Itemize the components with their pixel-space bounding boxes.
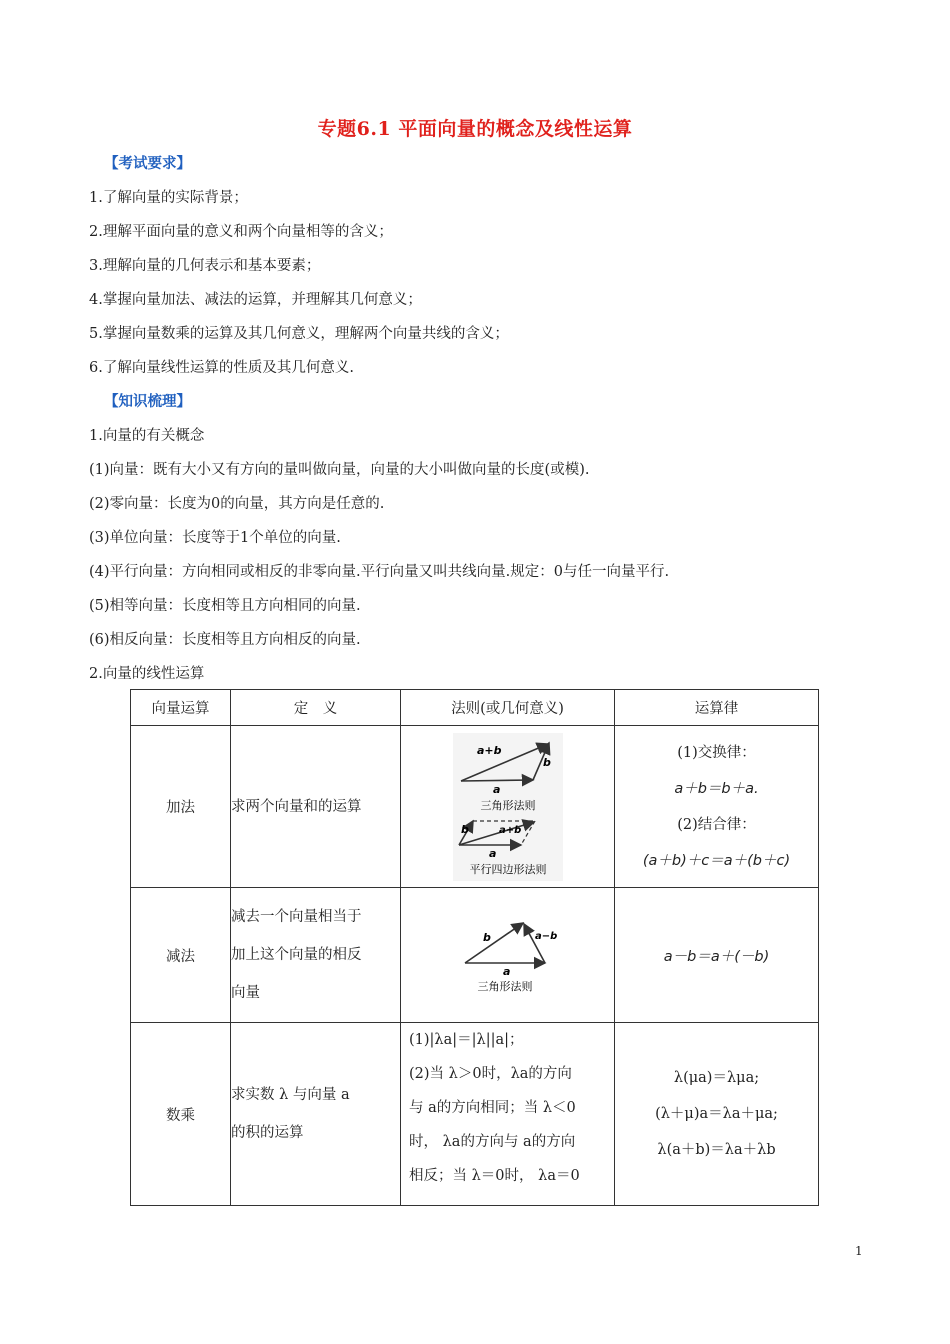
definition-line: 的积的运算 xyxy=(231,1125,304,1141)
exam-item: 3.理解向量的几何表示和基本要素； xyxy=(89,258,321,274)
op-definition xyxy=(231,1023,401,1206)
addition-figure xyxy=(453,733,563,881)
subtraction-figure xyxy=(453,915,563,995)
scalar-law: λ(a＋b)＝λa＋λb xyxy=(657,1142,776,1158)
table-row-addition xyxy=(131,726,819,888)
label-a: a xyxy=(502,965,510,978)
vector-b-arrow xyxy=(465,923,523,963)
subtraction-law: a－b＝a＋(－b) xyxy=(615,888,819,1023)
concept-item: (3)单位向量：长度等于1个单位的向量. xyxy=(89,530,341,546)
label-b: b xyxy=(482,931,491,944)
table-row-scalar-multiplication xyxy=(131,1023,819,1206)
label-a-plus-b: a+b xyxy=(498,824,521,836)
exam-requirements-header: 【考试要求】 xyxy=(104,155,191,172)
rule-line: (2)当 λ＞0时，λa的方向 xyxy=(409,1066,572,1082)
header-laws: 运算律 xyxy=(615,690,819,726)
scalar-law: (λ＋μ)a＝λa＋μa; xyxy=(655,1106,778,1122)
label-a: a xyxy=(492,782,500,796)
header-definition: 定 义 xyxy=(231,690,401,726)
rule-line: 与 a的方向相同；当 λ＜0 xyxy=(409,1100,576,1116)
addition-laws xyxy=(615,726,819,888)
vector-a-minus-b-arrow xyxy=(524,924,545,963)
vector-a-arrow xyxy=(461,780,533,781)
header-rule: 法则(或几何意义) xyxy=(401,690,615,726)
page-title: 专题6.1 平面向量的概念及线性运算 xyxy=(317,118,633,140)
label-a-minus-b: a−b xyxy=(534,931,557,942)
rule-line: 时， λa的方向与 a的方向 xyxy=(409,1134,576,1150)
table-row-subtraction xyxy=(131,888,819,1023)
exam-item: 5.掌握向量数乘的运算及其几何意义，理解两个向量共线的含义； xyxy=(89,326,509,342)
commutative-law-label: (1)交换律： xyxy=(677,744,756,761)
definition-line: 减去一个向量相当于 xyxy=(231,909,362,925)
knowledge-header: 【知识梳理】 xyxy=(104,393,191,410)
rule-line: 相反；当 λ＝0时， λa＝0 xyxy=(409,1168,580,1184)
table-header-row xyxy=(131,690,819,726)
parallelogram-rule-caption: 平行四边形法则 xyxy=(469,862,546,876)
addition-figure-cell xyxy=(401,726,615,888)
concept-item: (6)相反向量：长度相等且方向相反的向量. xyxy=(89,632,361,648)
concept-item: (1)向量：既有大小又有方向的量叫做向量，向量的大小叫做向量的长度(或模). xyxy=(89,462,590,478)
definition-line: 加上这个向量的相反 xyxy=(231,947,362,963)
concept-item: (5)相等向量：长度相等且方向相同的向量. xyxy=(89,598,361,614)
subtraction-figure-cell xyxy=(401,888,615,1023)
page-number: 1 xyxy=(855,1244,863,1258)
linear-operations-table xyxy=(130,689,819,1206)
label-a: a xyxy=(488,846,496,860)
scalar-rule xyxy=(401,1023,615,1206)
triangle-rule-caption: 三角形法则 xyxy=(477,980,532,993)
section-2-title: 2.向量的线性运算 xyxy=(89,666,205,682)
section-1-title: 1.向量的有关概念 xyxy=(89,428,205,444)
exam-item: 1.了解向量的实际背景； xyxy=(89,190,248,206)
exam-item: 6.了解向量线性运算的性质及其几何意义. xyxy=(89,360,354,376)
label-b: b xyxy=(542,755,551,769)
op-name: 加法 xyxy=(131,726,231,888)
rule-line: (1)|λa|＝|λ||a|； xyxy=(409,1032,524,1048)
op-definition: 求两个向量和的运算 xyxy=(231,726,401,888)
op-name: 减法 xyxy=(131,888,231,1023)
label-b: b xyxy=(460,822,469,836)
header-operation: 向量运算 xyxy=(131,690,231,726)
commutative-law-formula: a＋b＝b＋a. xyxy=(674,780,759,797)
label-a-plus-b: a+b xyxy=(476,743,502,757)
op-definition xyxy=(231,888,401,1023)
triangle-rule-caption: 三角形法则 xyxy=(480,798,535,812)
op-name: 数乘 xyxy=(131,1023,231,1206)
scalar-laws xyxy=(615,1023,819,1206)
associative-law-formula: (a＋b)＋c＝a＋(b＋c) xyxy=(642,852,791,869)
scalar-law: λ(μa)＝λμa; xyxy=(673,1070,760,1086)
exam-item: 2.理解平面向量的意义和两个向量相等的含义； xyxy=(89,224,393,240)
concept-item: (4)平行向量：方向相同或相反的非零向量.平行向量又叫共线向量.规定：0与任一向量平行. xyxy=(89,564,670,580)
exam-item: 4.掌握向量加法、减法的运算，并理解其几何意义； xyxy=(89,292,422,308)
concept-item: (2)零向量：长度为0的向量，其方向是任意的. xyxy=(89,496,385,512)
definition-line: 求实数 λ 与向量 a xyxy=(231,1087,350,1103)
associative-law-label: (2)结合律： xyxy=(677,816,756,833)
definition-line: 向量 xyxy=(231,985,260,1001)
